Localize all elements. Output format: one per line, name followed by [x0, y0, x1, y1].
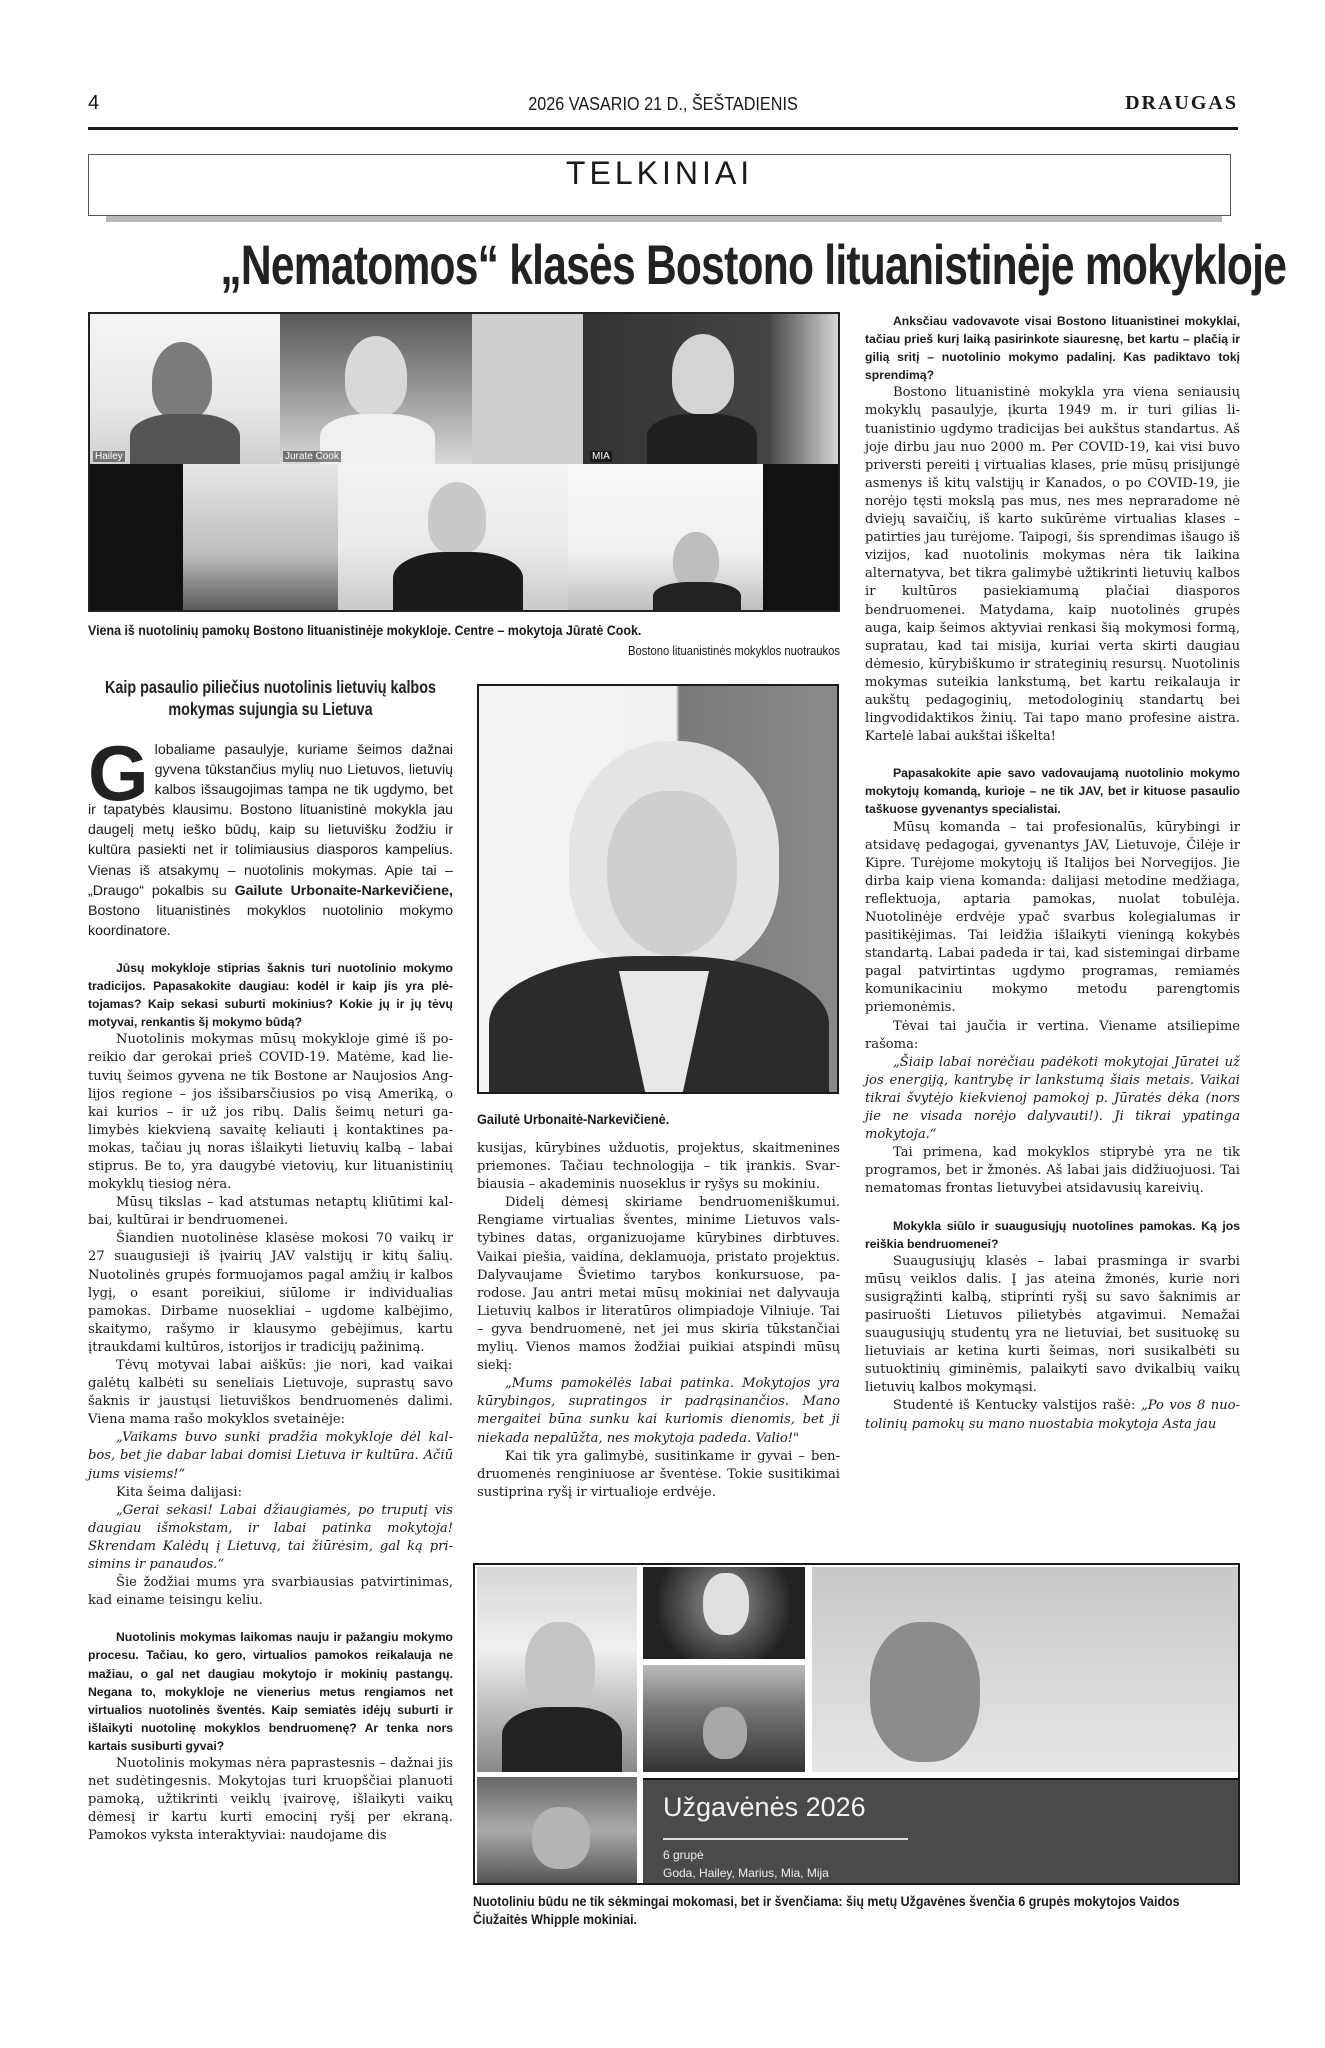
slide-names: Goda, Hailey, Marius, Mia, Mija	[663, 1866, 829, 1880]
interview-question: Anksčiau vadovavote visai Bostono lituanistinei mokyklai, tačiau prieš kurį laiką pasirinkote siauresnę, bet kartu – plačią ir gilią sritį – nuotolinio mokymo padalinį. Kas padiktavo tokį sprendimą?	[865, 314, 1240, 383]
paragraph: Didelį dėmesį skiriame bendruomeniškumui. Rengiame virtualias šventes, minime Lietuvos valstybines datas, organizuojame kūrybines dirbtuves. Vaikai piešia, vaidina, deklamuoja, pristato projektus. Dalyvaujame Švietimo tarybos konkursuose, parodose. Jau antri metai mūsų mokiniai net dalyvauja Lietuvių kalbos ir literatūros olimpiadoje Vilniuje. Tai – gyva bendruomenė, net jei mus skiria tūkstančiai mylių. Vienos mamos žodžiai puikiai atspindi mūsų siekį:	[477, 1195, 840, 1374]
issue-date: 2026 VASARIO 21 D., ŠEŠTADIENIS	[528, 94, 798, 114]
article-headline: „Nematomos“ klasės Bostono lituanistinėje mokykloje	[220, 233, 1287, 296]
paragraph	[865, 1397, 1240, 1433]
mask-photo	[643, 1665, 805, 1772]
paragraph: Tai primena, kad mokyklos stiprybė yra ne tik programos, bet ir žmonės. Aš labai jais didžiuojuosi. Tai nematomas frontas lietuvybei atsidavusių kareivių.	[865, 1145, 1240, 1197]
paragraph: Suaugusiųjų klasės – labai prasminga ir svarbi mūsų veiklos dalis. Į jas ateina žmonės, kurie nori susigrąžinti kalbą, stiprinti ryšį su savo šaknimis ar pasiruošti Lietuvos pilietybės atgavimui. Nemažai suaugusiųjų studentų yra ne lietuviai, bet susituokę su lietuviais ar ketina kurti šeimas, nori susikalbėti su sutuoktinių giminėmis, palaikyti savo dvikalbių vaikų lietuvių kalbos mokymąsi.	[865, 1253, 1240, 1396]
parent-quote: „Šiaip labai norėčiau padėkoti mokytojai Jūratei už jos energiją, kantrybę ir lankstumą šiais metais. Vaikai tikrai švytėjo kiekvienoj pamokoj p. Jūratės dėka (nors jie ne visada norėjo dalyvauti!). Ji tikrai ypatinga mokytoja.“	[865, 1054, 1240, 1143]
uzgavenes-slide	[643, 1778, 1238, 1883]
interview-question: Papasakokite apie savo vadovaujamą nuotolinio mokymo mokytojų komandą, kurioje – ne tik JAV, bet ir kituose pasaulio taškuose gyvenantys specialistai.	[865, 766, 1240, 817]
mask-photo	[812, 1567, 1238, 1772]
paragraph: Šie žodžiai mums yra svarbiausias patvirtinimas, kad einame teisingu keliu.	[88, 1575, 453, 1609]
collage-caption: Nuotoliniu būdu ne tik sėkmingai mokomasi, bet ir švenčiama: šių metų Užgavėnes švenčia 6 grupės mokytojos Vaidos Čiužaitės Whipple mokiniai.	[473, 1894, 1180, 1927]
parent-quote: „Gerai sekasi! Labai džiaugiamės, po truputį vis daugiau išmokstam, ir labai patinka mokytoja! Skrendam Kalėdų į Lietuvą, tai žiūrėsim, gal ką prisimins ir panaudos.“	[88, 1502, 453, 1573]
portrait-photo	[477, 684, 839, 1094]
slide-title: Užgavėnės 2026	[663, 1792, 866, 1822]
zoom-photo-caption: Viena iš nuotolinių pamokų Bostono lituanistinėje mokykloje. Centre – mokytoja Jūratė Cook.	[88, 623, 642, 638]
interview-question: Mokykla siūlo ir suaugusiųjų nuotolines pamokas. Ką jos reiškia bendruomenei?	[865, 1218, 1240, 1251]
video-tile-dark	[183, 464, 338, 612]
parent-quote: „Mums pamokėlės labai patinka. Mokytojos yra kūrybingos, supratingos ir padrąsinančios. Mano mergaitei būna sunku kai kuriomis dienomis, bet ji niekada nepalūžta, nes mokytoja padeda. Valio!"	[477, 1376, 840, 1446]
section-title: TELKINIAI	[565, 155, 754, 191]
portrait-caption: Gailutė Urbonaitė-Narkevičienė.	[477, 1112, 670, 1127]
video-tile-hailey	[90, 314, 280, 464]
interviewee-name: Gailute Urbonaite-Narkevičiene,	[234, 882, 453, 899]
section-banner	[88, 154, 1231, 216]
lead-text: lobaliame pasaulyje, kuriame šeimos dažnai gyvena tūkstančius mylių nuo Lietuvos, lietuvių kalbos išsaugojimas tampa ne tik ugdymo, bet ir tapatybės klausimu. Bostono lituanistinė mokykla jau daugelį metų ieško būdų, kaip su lietuvišku žodžiu ir kultūra pasiekti net ir tolimiausius diasporos kampelius. Vienas iš atsakymų – nuotolinis mokymas. Apie tai – „Draugo“ pokalbis su	[88, 742, 453, 899]
page-number: 4	[88, 92, 100, 114]
interview-question: Jūsų mokykloje stiprias šaknis turi nuotolinio mokymo tradicijos. Papasakokite daugiau: kodėl ir kaip jis yra plėtojamas? Kaip sekasi suburti mokinius? Kokie jų ir jų tėvų motyvai, renkantis šį mokymo būdą?	[88, 960, 453, 1030]
mask-photo	[477, 1567, 637, 1772]
newspaper-name: DRAUGAS	[1125, 92, 1238, 114]
mask-photo	[643, 1567, 805, 1659]
uzgavenes-collage	[473, 1563, 1240, 1885]
paragraph: Bostono lituanistinė mokykla yra viena seniausių mokyklų pasaulyje, įkurta 1949 m. ir turi gilias lituanistinio ugdymo tradicijas bei aukštus standartus. Aš joje dirbu jau nuo 2000 m. Per COVID-19, kai visi buvo priversti pereiti į virtualias klases, prie mūsų prisijungė asmenys iš kitų valstijų ir Kanados, o po COVID-19, jie norėjo tęsti mokslą pas mus, nes mes nepraradome nė dviejų savaičių, iš karto sukūrėme virtualias klases – patirties jau turėjome. Taipogi, šis sprendimas išaugo iš vizijos, kad nuotolinis mokymas nėra tik laikina alternatyva, bet tikra galimybė užtikrinti lietuvių kalbos ir kultūros pasiekiamumą plačiai diasporos bendruomenei. Matydama, kaip nuotolinės grupės auga, kaip šeimos aktyviai renkasi šią mokymosi formą, supratau, kad tai misija, kuriai verta skirti daugiau dėmesio, kūrybiškumo ir strateginių resursų. Nuotolinis mokymas suteikia lankstumą, bet kartu reikalauja ir aukštų pedagoginių, metodologinių standartų bei lingvodidaktikos žinių. Tai tapo mano profesine aistra. Kartelė labai aukštai iškelta!	[865, 385, 1240, 745]
paragraph: Kai tik yra galimybė, susitinkame ir gyvai – bendruomenės renginiuose ar šventėse. Tokie susitikimai sustiprina ryšį ir virtualioje erdvėje.	[477, 1448, 840, 1500]
masthead	[88, 92, 1238, 126]
interview-question: Nuotolinis mokymas laikomas nauju ir pažangiu mokymo procesu. Tačiau, ko gero, virtualios pamokos reikalauja ne mažiau, o gal net daugiau mokytojo ir mokinių pastangų. Negana to, mokykloje ne vienerius metus rengiamos net virtualios nuotolinės šventės. Kaip semiatės idėjų suburti ir išlaikyti nuotolinę mokyklos bendruomenę? Ar tenka nors kartais susiburti gyvai?	[88, 1630, 453, 1753]
paragraph: Šiandien nuotolinėse klasėse mokosi 70 vaikų ir 27 suaugusieji iš įvairių JAV valstijų ir kitų šalių. Nuotolinės grupės formuojamos pagal amžių ir kalbos lygį, o esant poreikiui, siūlome ir individualias pamokas. Dirbame nuosekliai – ugdome kalbėjimo, skaitymo, rašymo ir klausymo gebėjimus, kartu įtraukdami kultūros, istorijos ir tradicijų pažinimą.	[88, 1231, 453, 1355]
bear-mask-photo	[477, 1777, 637, 1883]
middle-column	[477, 1140, 840, 1502]
left-column	[88, 676, 453, 1845]
lead-text-end: Bostono lituanistinės mokyklos nuotolinio mokymo koordinatore.	[88, 902, 453, 939]
video-tile-mia	[472, 314, 840, 464]
video-tile-teacher	[280, 314, 472, 464]
paragraph-text: Studentė iš Kentucky valstijos rašė:	[893, 1398, 1141, 1414]
paragraph: Tėvų motyvai labai aiškūs: jie nori, kad vaikai galėtų kalbėti su seneliais Lietuvoje, suprastų savo šaknis ir jaustųsi lietuviškos bendruomenės dalimi. Viena mama rašo mokyklos svetainėje:	[88, 1358, 453, 1428]
paragraph: Nuotolinis mokymas nėra paprastesnis – dažnai jis net sudėtingesnis. Mokytojas turi kruopščiai planuoti pamoką, užtikrinti veiklų įvairovę, išlaikyti vaikų dėmesį ir kartu kurti emocinį ryšį per ekraną. Pamokos vyksta interaktyviai: naudojame dis	[88, 1755, 453, 1844]
paragraph: Kita šeima dalijasi:	[116, 1484, 242, 1500]
paragraph: Mūsų tikslas – kad atstumas netaptų kliūtimi kalbai, kultūrai ir bendruomenei.	[88, 1195, 453, 1229]
video-tile-child	[568, 464, 763, 612]
video-tile-boy	[338, 464, 568, 612]
parent-quote: „Vaikams buvo sunki pradžia mokykloje dėl kalbos, bet jie dabar labai domisi Lietuva ir kultūra. Ačiū jums visiems!“	[88, 1430, 453, 1482]
slide-divider	[663, 1838, 908, 1840]
photo-credit: Bostono lituanistinės mokyklos nuotraukos	[628, 644, 840, 658]
paragraph: Nuotolinis mokymas mūsų mokykloje gimė iš poreikio dar gerokai prieš COVID-19. Matėme, kad lietuvių šeimos gyvena ne tik Bostone ar Naujosios Anglijos regione – jos išsibarsčiusios po visą Ameriką, o kai kurios – ir už jos ribų. Dalis šeimų neturi galimybės kiekvieną savaitę keliauti į kontaktines pamokas, tačiau jų noras išlaikyti lietuvių kalbą – labai stiprus. Be to, yra daugybė vietovių, kur lituanistinių mokyklų tiesiog nėra.	[88, 1032, 453, 1193]
participant-label: Hailey	[95, 451, 123, 462]
paragraph: Tėvai tai jaučia ir vertina. Viename atsiliepime rašoma:	[865, 1018, 1240, 1052]
article-lead	[88, 729, 453, 941]
student-quote: „Po vos 8 nuotolinių pamokų su mano nuostabia mokytoja Asta jau	[865, 1398, 1240, 1432]
participant-label: Jurate Cook	[285, 451, 339, 462]
zoom-class-photo	[88, 312, 840, 612]
drop-cap: G	[88, 729, 149, 817]
slide-group: 6 grupė	[663, 1848, 704, 1862]
participant-label: MIA	[592, 451, 610, 462]
paragraph: kusijas, kūrybines užduotis, projektus, skaitmenines priemones. Tačiau technologija – tik įrankis. Svarbiausia – akademinis nuoseklus ir ryšys su mokiniu.	[477, 1141, 840, 1193]
right-column	[865, 312, 1240, 1434]
paragraph: Mūsų komanda – tai profesionalūs, kūrybingi ir atsidavę pedagogai, gyvenantys JAV, Lietuvoje, Čilėje ir Kipre. Turėjome mokytojų iš Italijos bei Norvegijos. Jie dirba kaip viena komanda: dalijasi metodine medžiaga, reflektuoja, aptaria pamokas, nuolat tobulėja. Nuotolinėje erdvėje ypač svarbus kolegialumas ir pasitikėjimas. Tai leidžia išlaikyti vieningą kokybės standartą. Labai padeda ir tai, kad sistemingai dirbame pagal patvirtintas ugdymo programas, remiamės komunikaciniu mokymo metodu parengtomis priemonėmis.	[865, 819, 1240, 1016]
article-subhead: Kaip pasaulio piliečius nuotolinis lietuvių kalbos mokymas sujungia su Lietuva	[105, 677, 436, 719]
masthead-rule	[88, 127, 1238, 130]
